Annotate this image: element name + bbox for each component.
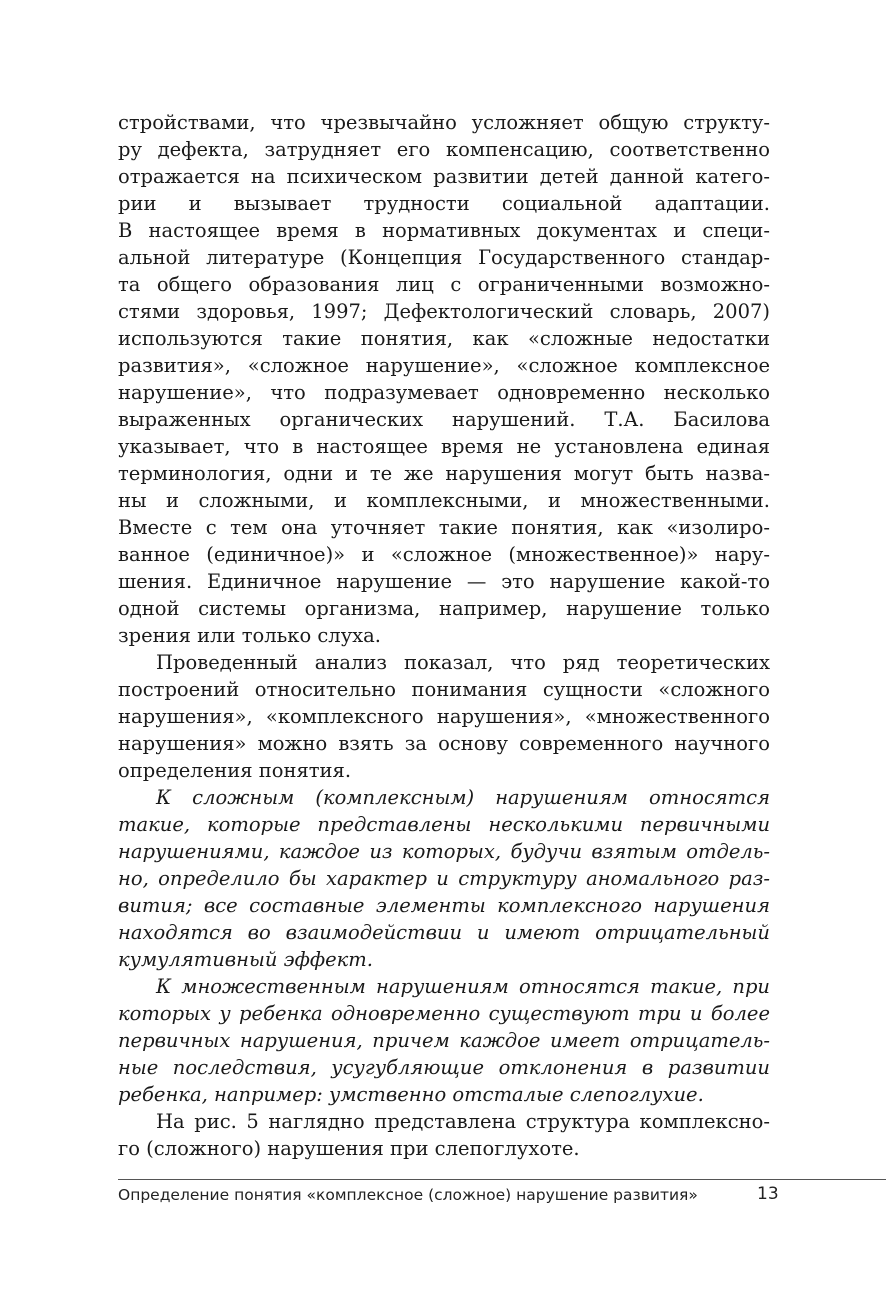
text-line: определения понятия. bbox=[118, 759, 352, 782]
text-line: го (сложного) нарушения при слепоглухоте. bbox=[118, 1137, 580, 1160]
text-line: отражается на психическом развитии детей данной катего- bbox=[118, 165, 770, 188]
paragraph-first-line: На рис. 5 наглядно представлена структура комплексно- bbox=[156, 1110, 770, 1133]
text-line: Вместе с тем она уточняет такие понятия, как «изолиро- bbox=[118, 516, 770, 539]
text-line: построений относительно понимания сущности «сложного bbox=[118, 678, 770, 701]
definition-line: нарушениями, каждое из которых, будучи взятым отдель- bbox=[118, 840, 770, 863]
paragraph-first-line: Проведенный анализ показал, что ряд теоретических bbox=[156, 651, 770, 674]
running-title: Определение понятия «комплексное (сложное) нарушение развития» bbox=[118, 1186, 698, 1204]
text-line: зрения или только слуха. bbox=[118, 624, 381, 647]
definition-multiple-first-line: К множественным нарушениям относятся такие, при bbox=[156, 975, 770, 998]
text-line: рии и вызывает трудности социальной адаптации. bbox=[118, 192, 770, 215]
text-line: нарушения», «комплексного нарушения», «множественного bbox=[118, 705, 770, 728]
definition-line: кумулятивный эффект. bbox=[118, 948, 373, 971]
definition-complex-first-line: К сложным (комплексным) нарушениям относятся bbox=[156, 786, 770, 809]
text-line: В настоящее время в нормативных документах и специ- bbox=[118, 219, 770, 242]
text-line: указывает, что в настоящее время не установлена единая bbox=[118, 435, 770, 458]
text-line: стройствами, что чрезвычайно усложняет общую структу- bbox=[118, 111, 770, 134]
definition-line: ребенка, например: умственно отсталые слепоглухие. bbox=[118, 1083, 704, 1106]
footer-divider bbox=[118, 1179, 886, 1180]
page-number: 13 bbox=[757, 1184, 779, 1204]
text-line: терминология, одни и те же нарушения могут быть назва- bbox=[118, 462, 770, 485]
text-line: альной литературе (Концепция Государственного стандар- bbox=[118, 246, 770, 269]
text-line: одной системы организма, например, нарушение только bbox=[118, 597, 770, 620]
definition-line: находятся во взаимодействии и имеют отрицательный bbox=[118, 921, 770, 944]
page-body bbox=[118, 109, 770, 1162]
text-line: шения. Единичное нарушение — это нарушение какой-то bbox=[118, 570, 770, 593]
definition-line: такие, которые представлены несколькими первичными bbox=[118, 813, 770, 836]
definition-line: первичных нарушения, причем каждое имеет отрицатель- bbox=[118, 1029, 770, 1052]
text-line: развития», «сложное нарушение», «сложное комплексное bbox=[118, 354, 770, 377]
text-line: ванное (единичное)» и «сложное (множественное)» нару- bbox=[118, 543, 770, 566]
definition-line: но, определило бы характер и структуру аномального раз- bbox=[118, 867, 770, 890]
definition-line: ные последствия, усугубляющие отклонения в развитии bbox=[118, 1056, 770, 1079]
text-line: ру дефекта, затрудняет его компенсацию, соответственно bbox=[118, 138, 770, 161]
text-line: нарушения» можно взять за основу современного научного bbox=[118, 732, 770, 755]
text-line: нарушение», что подразумевает одновременно несколько bbox=[118, 381, 770, 404]
text-line: та общего образования лиц с ограниченными возможно- bbox=[118, 273, 770, 296]
definition-line: вития; все составные элементы комплексного нарушения bbox=[118, 894, 770, 917]
text-line: используются такие понятия, как «сложные недостатки bbox=[118, 327, 770, 350]
text-line: ны и сложными, и комплексными, и множественными. bbox=[118, 489, 770, 512]
text-line: стями здоровья, 1997; Дефектологический словарь, 2007) bbox=[118, 300, 770, 323]
text-line: выраженных органических нарушений. Т.А. Басилова bbox=[118, 408, 770, 431]
definition-line: которых у ребенка одновременно существуют три и более bbox=[118, 1002, 770, 1025]
